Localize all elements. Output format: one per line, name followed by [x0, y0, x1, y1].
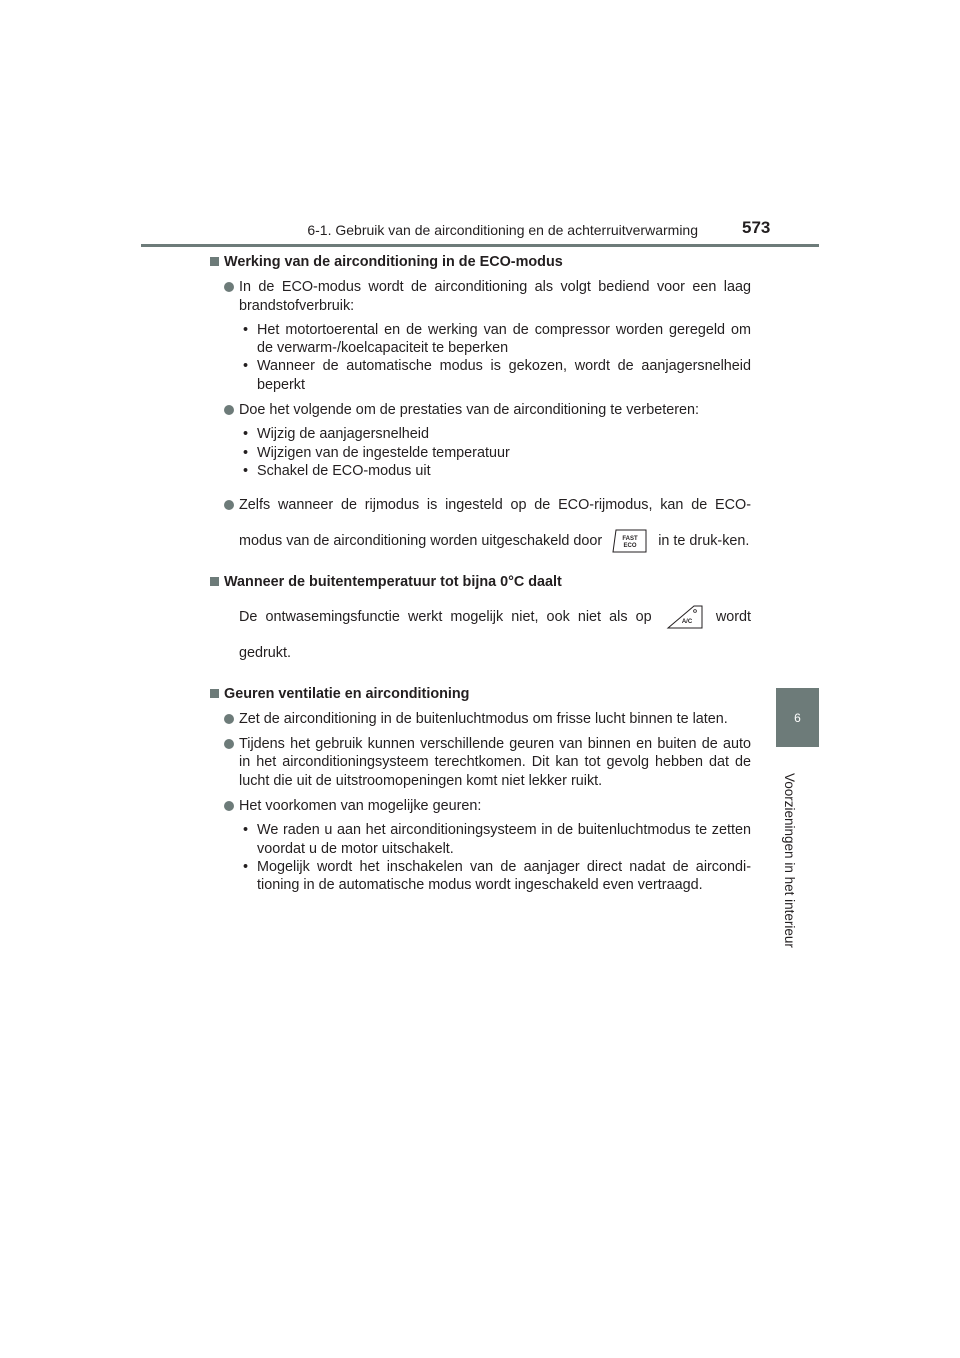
page-content — [210, 253, 751, 902]
chapter-side-label: Voorzieningen in het interieur — [782, 773, 797, 948]
list-item: Doe het volgende om de prestaties van de airconditioning te verbeteren: — [210, 401, 751, 419]
square-bullet-icon — [210, 689, 219, 698]
section-title-eco: Werking van de airconditioning in de ECO-modus — [210, 253, 751, 271]
round-bullet-icon — [224, 405, 234, 415]
sub-bullet: • — [243, 822, 249, 839]
sub-list-item: • Wijzig de aanjagersnelheid — [243, 426, 429, 443]
chapter-title: 6-1. Gebruik van de airconditioning en de achterruitverwarming — [307, 222, 698, 238]
section-title-cold: Wanneer de buitentemperatuur tot bijna 0°C daalt — [210, 573, 751, 591]
svg-text:FAST: FAST — [622, 536, 638, 543]
svg-text:ECO: ECO — [623, 543, 637, 550]
sub-bullet: • — [243, 358, 249, 375]
sub-list — [210, 321, 751, 394]
round-bullet-icon — [224, 714, 234, 724]
svg-text:A/C: A/C — [681, 618, 692, 625]
sub-list — [210, 821, 751, 894]
round-bullet-icon — [224, 801, 234, 811]
ac-button-icon — [664, 604, 704, 630]
round-bullet-icon — [224, 739, 234, 749]
sub-list-item: • Wijzigen van de ingestelde temperatuur — [243, 444, 510, 461]
list-item: Het voorkomen van mogelijke geuren: — [210, 797, 751, 815]
square-bullet-icon — [210, 577, 219, 586]
sub-bullet: • — [243, 444, 249, 461]
list-item: Zelfs wanneer de rijmodus is ingesteld op de ECO-rijmodus, kan de ECO-modus van de airconditioning worden uitgeschakeld door FAST ECO in te druk-ken. — [210, 487, 751, 559]
chapter-tab-number: 6 — [794, 710, 801, 725]
sub-bullet: • — [243, 858, 249, 875]
header-divider — [141, 244, 819, 247]
list-item: Zet de airconditioning in de buitenluchtmodus om frisse lucht binnen te laten. — [210, 710, 751, 728]
sub-bullet: • — [243, 321, 249, 338]
section-title-odors: Geuren ventilatie en airconditioning — [210, 685, 751, 703]
sub-list-item: • We raden u aan het airconditioningsysteem in de buitenluchtmodus te zetten voordat u de motor uitschakelt. — [243, 822, 751, 857]
round-bullet-icon — [224, 282, 234, 292]
sub-list-item: • Het motortoerental en de werking van de compressor worden geregeld om de verwarm-/koelcapaciteit te beperken — [243, 321, 751, 357]
sub-list-item: • Schakel de ECO-modus uit — [243, 462, 431, 479]
chapter-tab — [776, 688, 819, 747]
sub-bullet: • — [243, 426, 249, 443]
fast-eco-button-icon — [610, 528, 650, 554]
paragraph: De ontwasemingsfunctie werkt mogelijk niet, ook niet als op A/C wordt gedrukt. — [210, 599, 751, 671]
square-bullet-icon — [210, 257, 219, 266]
sub-list-item: • Wanneer de automatische modus is gekozen, wordt de aanjagersnelheid beperkt — [243, 358, 751, 393]
sub-list — [210, 425, 751, 480]
page-number: 573 — [742, 218, 771, 237]
sub-bullet: • — [243, 462, 249, 479]
round-bullet-icon — [224, 500, 234, 510]
list-item: In de ECO-modus wordt de airconditioning als volgt bediend voor een laag brandstofverbruik: — [210, 278, 751, 315]
sub-list-item: • Mogelijk wordt het inschakelen van de aanjager direct nadat de aircondi-tioning in de automatische modus wordt ingeschakeld even vertraagd. — [243, 858, 751, 894]
list-item: Tijdens het gebruik kunnen verschillende geuren van binnen en buiten de auto in het airconditioningsysteem terechtkomen. Dit kan tot gevolg hebben dat de lucht die uit de uitstroomopeningen komt niet lekker ruikt. — [210, 735, 751, 790]
